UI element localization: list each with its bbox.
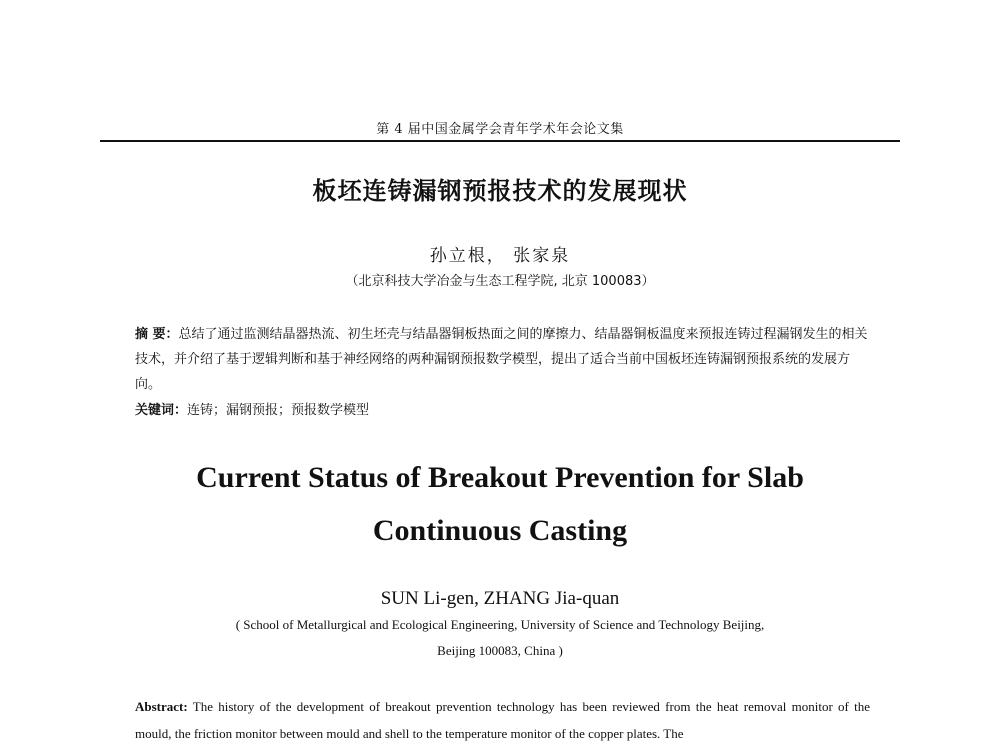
chinese-keywords-label: 关键词： <box>135 403 188 418</box>
english-title-line2: Continuous Casting <box>372 514 628 547</box>
english-title-line1: Current Status of Breakout Prevention for Slab <box>196 461 804 494</box>
english-affiliation-line1: ( School of Metallurgical and Ecological Engineering, University of Science and Technology Beijing, <box>235 617 765 632</box>
chinese-authors: 孙立根， 张家泉 <box>429 246 571 266</box>
chinese-abstract-label: 摘 要： <box>135 327 179 342</box>
english-abstract-label: Abstract: <box>135 699 188 714</box>
running-header: 第 4 届中国金属学会青年学术年会论文集 <box>376 122 624 137</box>
chinese-abstract <box>135 322 870 397</box>
header-rule <box>100 140 900 142</box>
english-abstract <box>135 693 870 747</box>
chinese-abstract-text: 总结了通过监测结晶器热流、初生坯壳与结晶器铜板热面之间的摩擦力、结晶器铜板温度来预报连铸过程漏钢发生的相关技术，并介绍了基于逻辑判断和基于神经网络的两种漏钢预报数学模型，提出了适合当前中国板坯连铸漏钢预报系统的发展方向。 <box>135 327 868 392</box>
english-affiliation-line2: Beijing 100083, China ) <box>437 643 563 658</box>
chinese-keywords-text: 连铸；漏钢预报；预报数学模型 <box>187 403 370 418</box>
english-authors: SUN Li-gen, ZHANG Jia-quan <box>380 588 620 609</box>
chinese-affiliation: （北京科技大学冶金与生态工程学院, 北京 100083） <box>345 274 655 289</box>
chinese-keywords <box>135 398 870 423</box>
chinese-title: 板坯连铸漏钢预报技术的发展现状 <box>312 177 688 205</box>
english-abstract-text: The history of the development of breakout prevention technology has been reviewed from the heat removal monitor of the mould, the friction monitor between mould and shell to the temperature monitor of the copper plates. The <box>135 699 870 741</box>
